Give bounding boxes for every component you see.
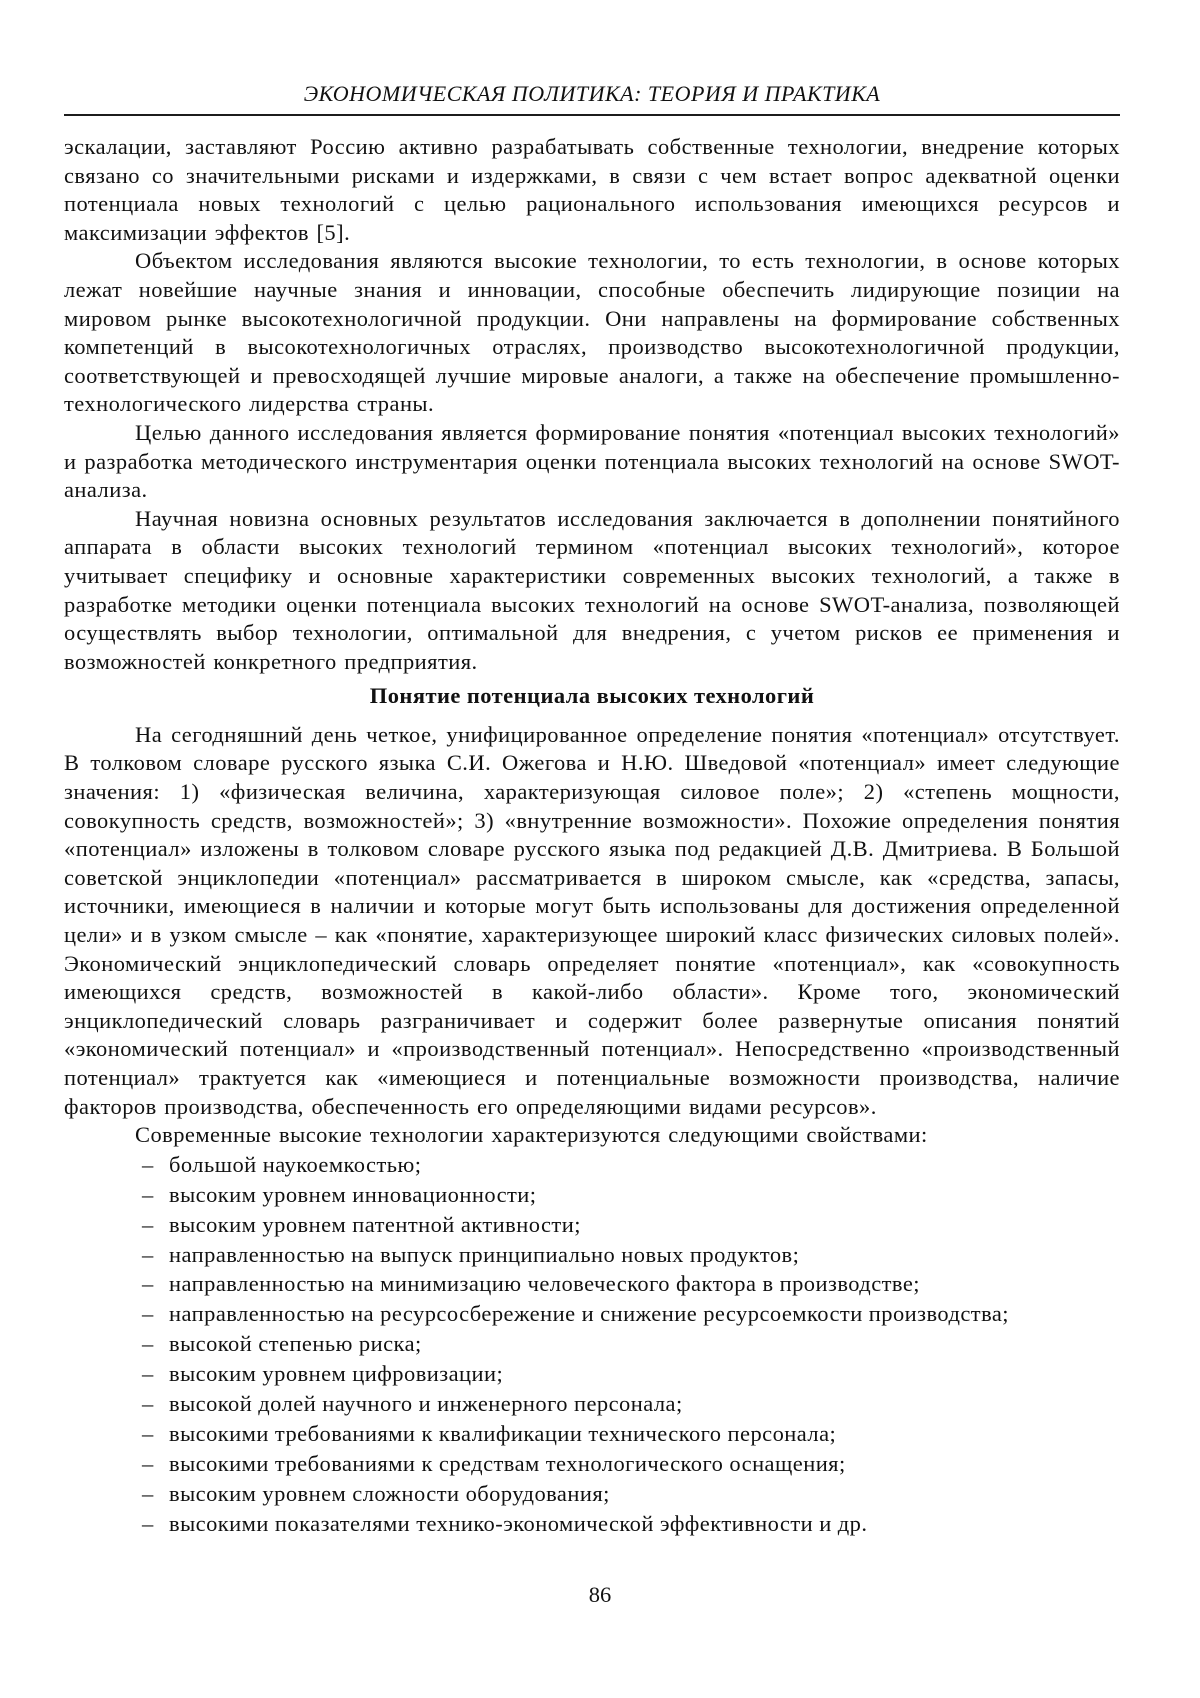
list-item: [64, 1449, 1120, 1479]
dash-marker: –: [142, 1391, 154, 1417]
dash-marker: –: [142, 1301, 154, 1327]
list-item: [64, 1419, 1120, 1449]
list-item: [64, 1240, 1120, 1270]
list-item-text: высоким уровнем инновационности;: [169, 1181, 537, 1207]
dash-marker: –: [142, 1271, 154, 1297]
dash-marker: –: [142, 1361, 154, 1387]
list-item-text: высоким уровнем патентной активности;: [169, 1211, 581, 1237]
list-item: [64, 1180, 1120, 1210]
paragraph: Объектом исследования являются высокие технологии, то есть технологии, в основе которых лежат новейшие научные знания и инновации, способные обеспечить лидирующие позиции на мировом рынке высокотехнологичной продукции. Они направлены на формирование собственных компетенций в высокотехнологичных отраслях, производство высокотехнологичной продукции, соответствующей и превосходящей лучшие мировые аналоги, а также на обеспечение промышленно-технологического лидерства страны.: [64, 248, 1120, 417]
text-column: [64, 0, 1120, 1539]
list-item: [64, 1389, 1120, 1419]
running-header: ЭКОНОМИЧЕСКАЯ ПОЛИТИКА: ТЕОРИЯ И ПРАКТИКА: [303, 81, 881, 106]
dash-marker: –: [142, 1241, 154, 1267]
list-item-text: высокой долей научного и инженерного персонала;: [169, 1391, 683, 1417]
list-item-text: высокими требованиями к квалификации технического персонала;: [169, 1420, 837, 1446]
list-item-text: направленностью на минимизацию человеческого фактора в производстве;: [169, 1271, 921, 1297]
paragraph: Научная новизна основных результатов исследования заключается в дополнении понятийного аппарата в области высоких технологий термином «потенциал высоких технологий», которое учитывает специфику и основные характеристики современных высоких технологий, а также в разработке методики оценки потенциала высоких технологий на основе SWOT-анализа, позволяющей осуществлять выбор технологии, оптимальной для внедрения, с учетом рисков ее применения и возможностей конкретного предприятия.: [64, 505, 1120, 674]
page-number: 86: [588, 1582, 612, 1607]
list-item-text: высокими показателями технико-экономической эффективности и др.: [169, 1510, 868, 1536]
dash-marker: –: [142, 1151, 154, 1177]
dash-marker: –: [142, 1480, 154, 1506]
list-item-text: большой наукоемкостью;: [169, 1151, 422, 1177]
dash-marker: –: [142, 1181, 154, 1207]
list-item-text: направленностью на ресурсосбережение и снижение ресурсоемкости производства;: [169, 1301, 1010, 1327]
header-divider: [64, 114, 1120, 116]
list-item: [64, 1150, 1120, 1180]
list-item: [64, 1479, 1120, 1509]
list-item-text: направленностью на выпуск принципиально новых продуктов;: [169, 1241, 800, 1267]
list-item: [64, 1210, 1120, 1240]
paragraph: Целью данного исследования является формирование понятия «потенциал высоких технологий» и разработка методического инструментария оценки потенциала высоких технологий на основе SWOT-анализа.: [64, 419, 1120, 503]
dash-marker: –: [142, 1331, 154, 1357]
dash-marker: –: [142, 1420, 154, 1446]
list-item: [64, 1269, 1120, 1299]
list-item: [64, 1329, 1120, 1359]
paragraph: Современные высокие технологии характеризуются следующими свойствами:: [135, 1122, 928, 1148]
dash-marker: –: [142, 1450, 154, 1476]
list-item-text: высоким уровнем цифровизации;: [169, 1361, 504, 1387]
list-item-text: высокой степенью риска;: [169, 1331, 422, 1357]
list-item: [64, 1359, 1120, 1389]
dash-marker: –: [142, 1510, 154, 1536]
dash-marker: –: [142, 1211, 154, 1237]
list-item-text: высоким уровнем сложности оборудования;: [169, 1480, 610, 1506]
paragraph: эскалации, заставляют Россию активно разрабатывать собственные технологии, внедрение которых связано со значительными рисками и издержками, в связи с чем встает вопрос адекватной оценки потенциала новых технологий с целью рационального использования имеющихся ресурсов и максимизации эффектов [5].: [64, 134, 1120, 245]
list-item-text: высокими требованиями к средствам технологического оснащения;: [169, 1450, 846, 1476]
properties-list: [64, 1150, 1120, 1539]
paragraph: На сегодняшний день четкое, унифицированное определение понятия «потенциал» отсутствует. В толковом словаре русского языка С.И. Ожегова и Н.Ю. Шведовой «потенциал» имеет следующие значения: 1) «физическая величина, характеризующая силовое поле»; 2) «степень мощности, совокупность средств, возможностей»; 3) «внутренние возможности». Похожие определения понятия «потенциал» изложены в толковом словаре русского языка под редакцией Д.В. Дмитриева. В Большой советской энциклопедии «потенциал» рассматривается в широком смысле, как «средства, запасы, источники, имеющиеся в наличии и которые могут быть использованы для достижения определенной цели» и в узком смысле – как «понятие, характеризующее широкий класс физических силовых полей». Экономический энциклопедический словарь определяет понятие «потенциал», как «совокупность имеющихся средств, возможностей в какой-либо области». Кроме того, экономический энциклопедический словарь разграничивает и содержит более развернутые описания понятий «экономический потенциал» и «производственный потенциал». Непосредственно «производственный потенциал» трактуется как «имеющиеся и потенциальные возможности производства, наличие факторов производства, обеспеченность его определяющими видами ресурсов».: [64, 721, 1120, 1119]
list-item: [64, 1509, 1120, 1539]
list-item: [64, 1299, 1120, 1329]
article-body: [64, 133, 1120, 1539]
section-heading: Понятие потенциала высоких технологий: [369, 683, 815, 709]
